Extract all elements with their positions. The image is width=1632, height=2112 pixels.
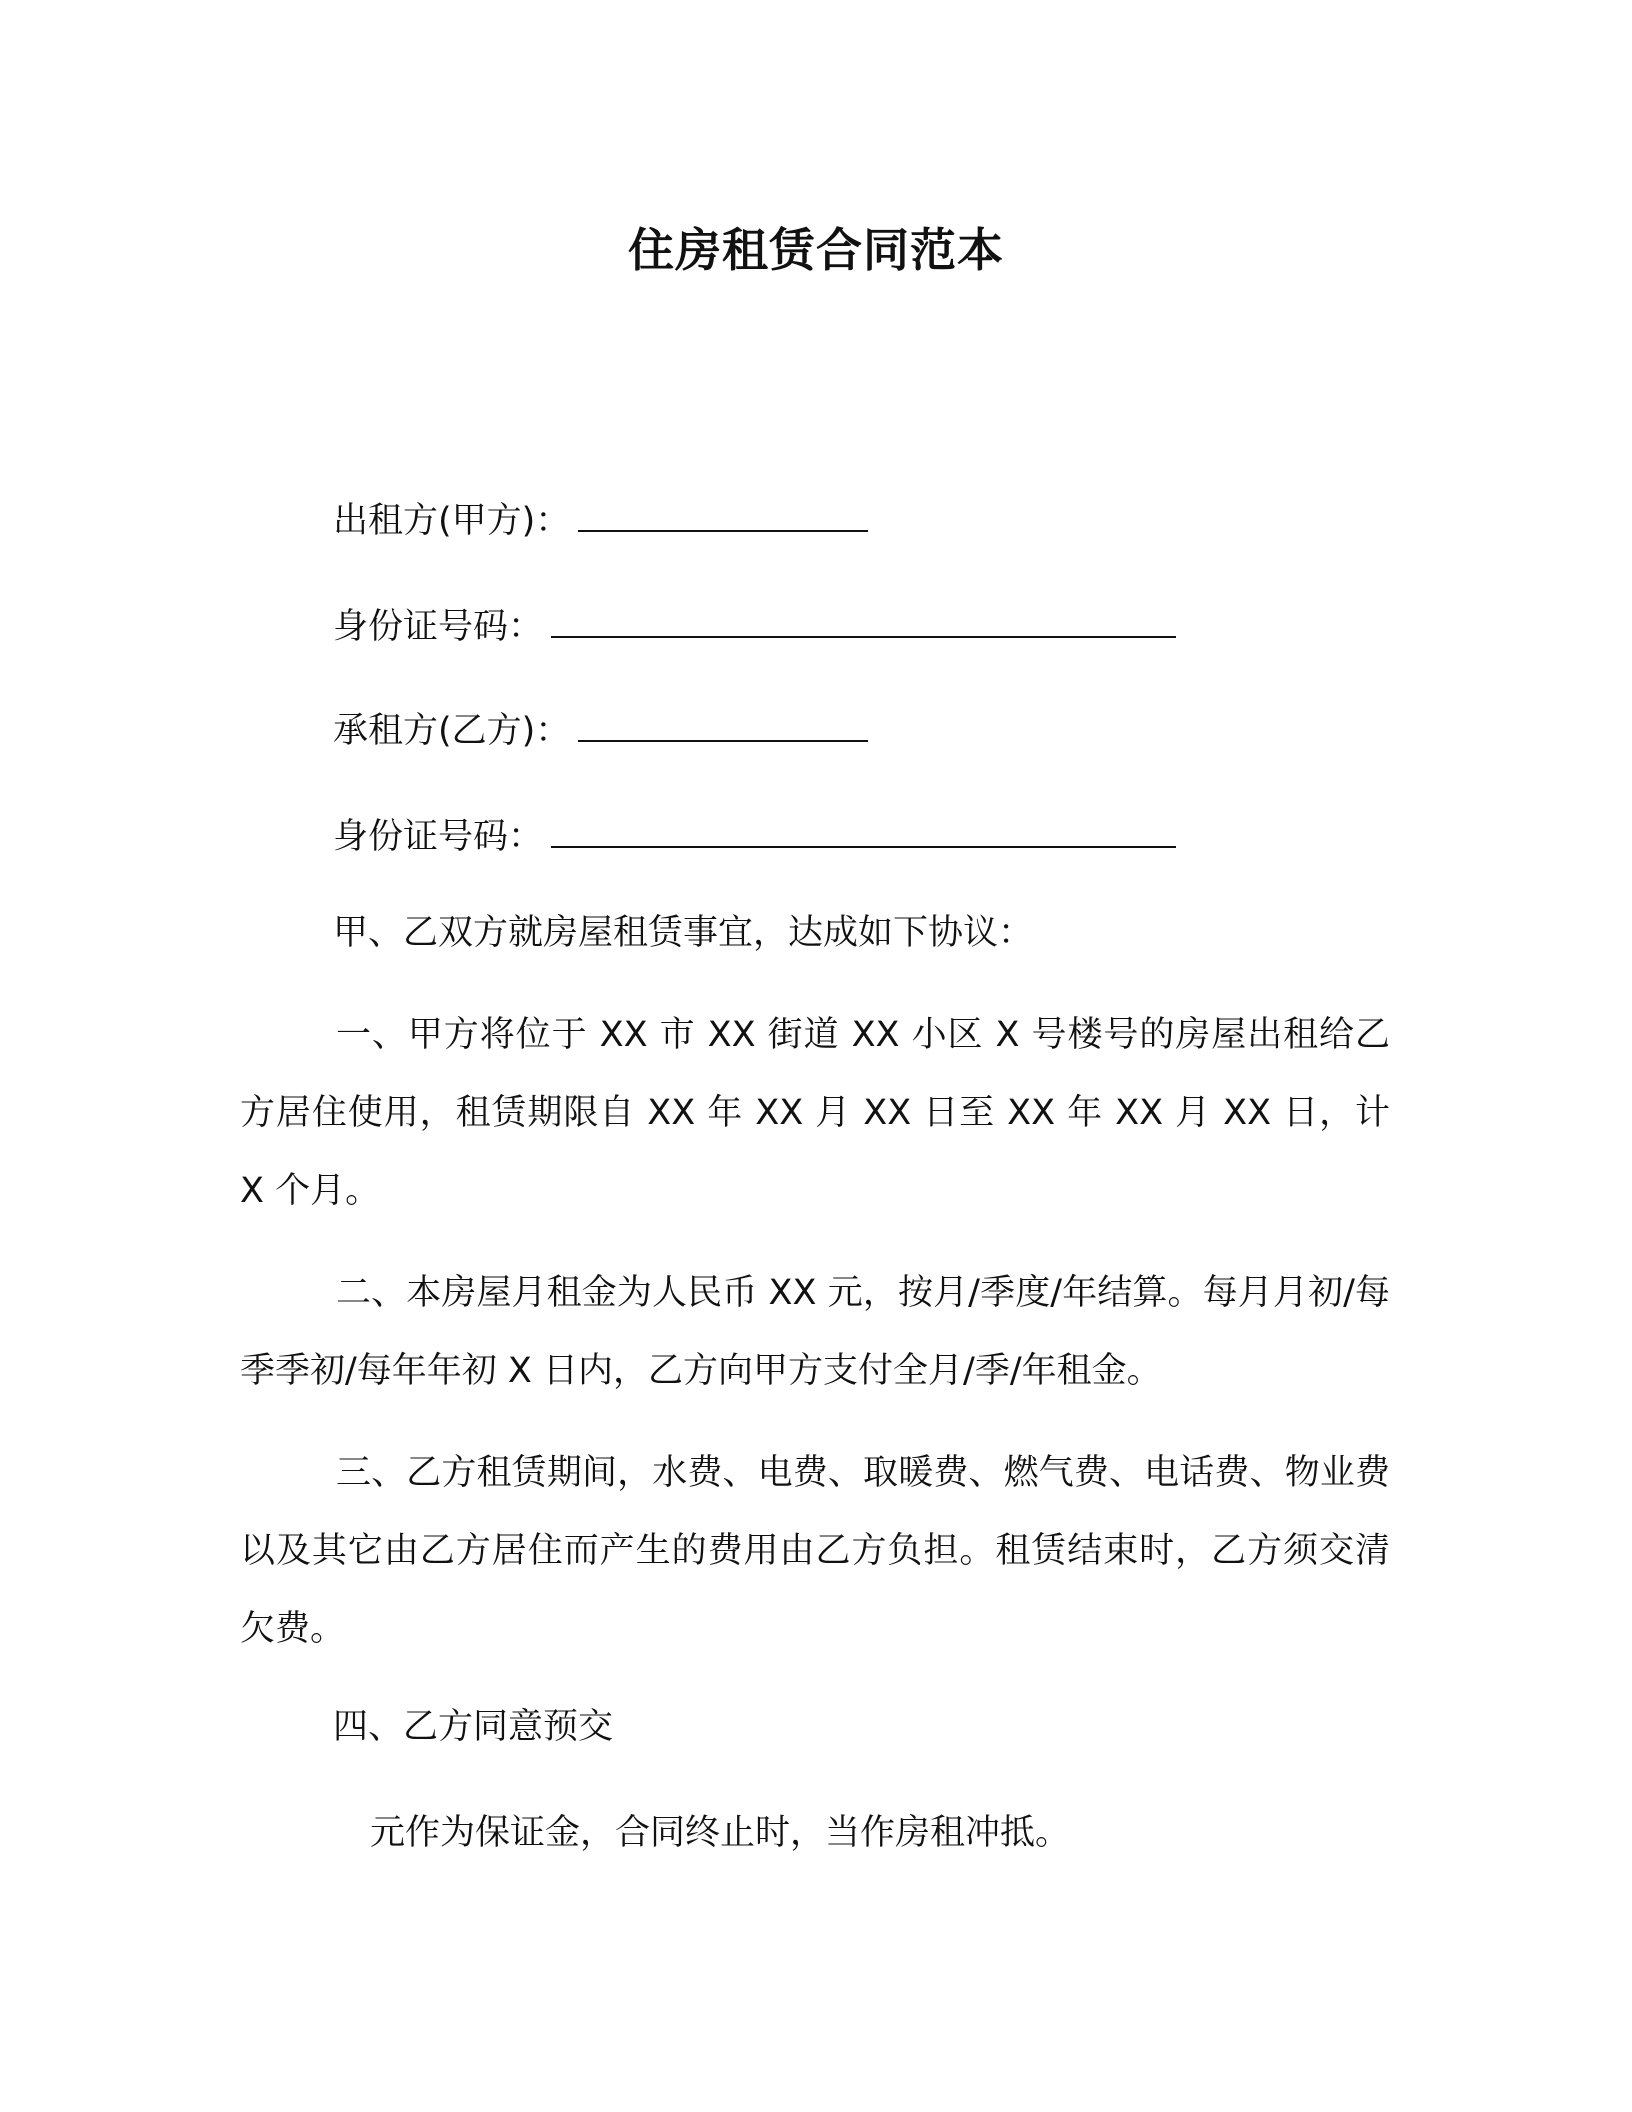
lessor-id-label: 身份证号码：	[333, 607, 544, 647]
lessor-label: 出租方(甲方)：	[333, 501, 571, 541]
document-title: 住房租赁合同范本	[628, 223, 1004, 277]
lessee-field	[333, 704, 868, 756]
lessee-label: 承租方(乙方)：	[333, 711, 571, 751]
lessee-blank	[578, 704, 868, 742]
clause-2: 二、本房屋月租金为人民币 XX 元，按月/季度/年结算。每月月初/每季季初/每年年初 X 日内，乙方向甲方支付全月/季/年租金。	[240, 1273, 1390, 1391]
clause-4: 四、乙方同意预交	[333, 1707, 614, 1747]
clause-3: 三、乙方租赁期间，水费、电费、取暖费、燃气费、电话费、物业费以及其它由乙方居住而产生的费用由乙方负担。租赁结束时，乙方须交清欠费。	[240, 1453, 1390, 1649]
lessor-blank	[578, 494, 868, 532]
lessor-field	[333, 494, 868, 546]
lessee-id-blank	[551, 810, 1176, 848]
lessor-id-field	[333, 600, 1176, 652]
clause-1: 一、甲方将位于 XX 市 XX 街道 XX 小区 X 号楼号的房屋出租给乙方居住使用，租赁期限自 XX 年 XX 月 XX 日至 XX 年 XX 月 XX 日，计 X 个月。	[240, 1015, 1390, 1211]
clause-4-continuation: 元作为保证金，合同终止时，当作房租冲抵。	[370, 1813, 1071, 1853]
lessee-id-field	[333, 810, 1176, 862]
agreement-intro: 甲、乙双方就房屋租赁事宜，达成如下协议：	[333, 913, 1034, 953]
lessee-id-label: 身份证号码：	[333, 817, 544, 857]
lessor-id-blank	[551, 600, 1176, 638]
